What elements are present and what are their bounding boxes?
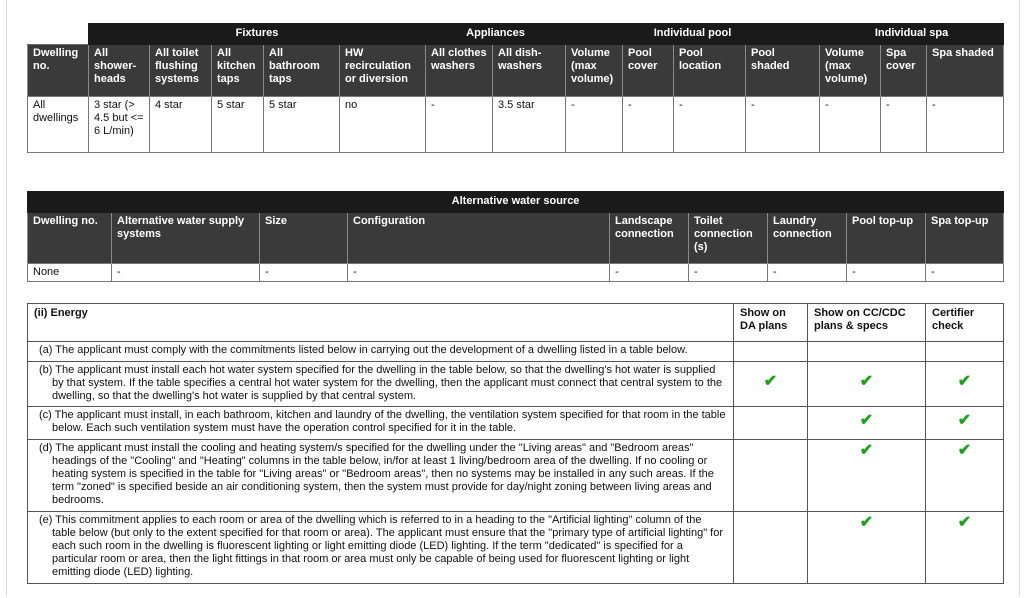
- header-show-da-plans: Show on DA plans: [734, 304, 808, 342]
- header-alt-laundry: Laundry connection: [768, 213, 847, 264]
- cell-alt-pool-topup: -: [847, 264, 926, 282]
- cell-clothes-washers: -: [426, 97, 493, 153]
- header-alt-configuration: Configuration: [348, 213, 610, 264]
- energy-row-e-text: (e) This commitment applies to each room or area of the dwelling which is referred to in a heading to the "Artificial lighting" column of the table below (but only to the extent specified for that room or area). The applicant must ensure that the "primary type of artificial lighting" for each such room in the dwelling is fluorescent lighting or light emitting diode (LED) lighting. If the term "dedicated" is specified for a particular room or area, then the light fittings in that room or area must only be capable of being used for fluorescent lighting or light emitting diode (LED) lighting.: [28, 512, 734, 584]
- cell-alt-dwelling: None: [28, 264, 112, 282]
- group-alternative-water-source: Alternative water source: [28, 192, 1004, 213]
- energy-row-b-text: (b) The applicant must install each hot water system specified for the dwelling in the table below, so that the dwelling's hot water is supplied by that system. If the table specifies a central hot water system for the dwelling, then the applicant must connect that central system to the dwelling, so that the dwelling's hot water is supplied by that central system.: [28, 362, 734, 407]
- header-alt-toilet: Toilet connection (s): [689, 213, 768, 264]
- header-alt-spa-topup: Spa top-up: [926, 213, 1004, 264]
- energy-row-a-cc: [808, 342, 926, 362]
- check-icon: ✔: [957, 442, 972, 459]
- cell-spa-cover: -: [881, 97, 927, 153]
- energy-row-a-cert: [926, 342, 1004, 362]
- header-toilet-flushing: All toilet flushing systems: [150, 45, 212, 97]
- energy-row-c-cc: [808, 407, 926, 440]
- cell-kitchen-taps: 5 star: [212, 97, 264, 153]
- header-alt-dwelling-no: Dwelling no.: [28, 213, 112, 264]
- header-spa-volume: Volume (max volume): [820, 45, 881, 97]
- cell-spa-volume: -: [820, 97, 881, 153]
- blank-group-cell: [28, 24, 89, 45]
- cell-pool-shaded: -: [746, 97, 820, 153]
- energy-commitments-table: [27, 303, 1004, 584]
- cell-alt-laundry: -: [768, 264, 847, 282]
- energy-row-e-da: [734, 512, 808, 584]
- energy-row-e-cert: [926, 512, 1004, 584]
- header-kitchen-taps: All kitchen taps: [212, 45, 264, 97]
- cell-spa-shaded: -: [927, 97, 1004, 153]
- energy-row-b-cc: [808, 362, 926, 407]
- energy-row-c-cert: [926, 407, 1004, 440]
- cell-bathroom-taps: 5 star: [264, 97, 340, 153]
- alternative-water-table: [27, 191, 1004, 282]
- header-alt-landscape: Landscape connection: [610, 213, 689, 264]
- cell-alt-landscape: -: [610, 264, 689, 282]
- cell-alt-toilet: -: [689, 264, 768, 282]
- header-clothes-washers: All clothes washers: [426, 45, 493, 97]
- water-fixtures-table: [27, 23, 1004, 153]
- check-icon: ✔: [859, 442, 874, 459]
- header-alt-size: Size: [260, 213, 348, 264]
- header-alt-supply-systems: Alternative water supply systems: [112, 213, 260, 264]
- cell-pool-cover: -: [623, 97, 674, 153]
- group-fixtures: Fixtures: [89, 24, 426, 45]
- check-icon: ✔: [859, 411, 874, 429]
- header-bathroom-taps: All bathroom taps: [264, 45, 340, 97]
- header-pool-cover: Pool cover: [623, 45, 674, 97]
- cell-alt-configuration: -: [348, 264, 610, 282]
- energy-row-e-cc: [808, 512, 926, 584]
- cell-pool-location: -: [674, 97, 746, 153]
- cell-dwelling: All dwellings: [28, 97, 89, 153]
- header-spa-shaded: Spa shaded: [927, 45, 1004, 97]
- energy-title: (ii) Energy: [28, 304, 734, 342]
- energy-row-c-da: [734, 407, 808, 440]
- cell-alt-supply: -: [112, 264, 260, 282]
- header-shower-heads: All shower-heads: [89, 45, 150, 97]
- group-individual-pool: Individual pool: [566, 24, 820, 45]
- header-certifier-check: Certifier check: [926, 304, 1004, 342]
- check-icon: ✔: [957, 372, 972, 390]
- energy-row-b-da: [734, 362, 808, 407]
- energy-row-d-text: (d) The applicant must install the cooling and heating system/s specified for the dwelling under the "Living areas" and "Bedroom areas" headings of the "Cooling" and "Heating" columns in the table below, in/for at least 1 living/bedroom area of the dwelling. If no cooling or heating system is specified in the table for "Living areas" or "Bedroom areas", then no systems may be installed in any such areas. If the term "zoned" is specified beside an air conditioning system, then the system must provide for day/night zoning between living areas and bedrooms.: [28, 440, 734, 512]
- energy-row-c-text: (c) The applicant must install, in each bathroom, kitchen and laundry of the dwelling, the ventilation system specified for that room in the table below. Each such ventilation system must have the operation control specified for it in the table.: [28, 407, 734, 440]
- cell-dish-washers: 3.5 star: [493, 97, 566, 153]
- energy-row-d-cc: [808, 440, 926, 512]
- header-hw-recirculation: HW recirculation or diversion: [340, 45, 426, 97]
- header-alt-pool-topup: Pool top-up: [847, 213, 926, 264]
- cell-shower-heads: 3 star (> 4.5 but <= 6 L/min): [89, 97, 150, 153]
- header-dish-washers: All dish-washers: [493, 45, 566, 97]
- header-pool-volume: Volume (max volume): [566, 45, 623, 97]
- energy-row-d-cert: [926, 440, 1004, 512]
- header-pool-location: Pool location: [674, 45, 746, 97]
- header-pool-shaded: Pool shaded: [746, 45, 820, 97]
- cell-hw-recirculation: no: [340, 97, 426, 153]
- energy-row-b-cert: [926, 362, 1004, 407]
- group-individual-spa: Individual spa: [820, 24, 1004, 45]
- cell-toilet-flushing: 4 star: [150, 97, 212, 153]
- group-appliances: Appliances: [426, 24, 566, 45]
- energy-row-a-text: (a) The applicant must comply with the commitments listed below in carrying out the development of a dwelling listed in a table below.: [28, 342, 734, 362]
- energy-row-a-da: [734, 342, 808, 362]
- check-icon: ✔: [859, 372, 874, 390]
- energy-row-d-da: [734, 440, 808, 512]
- check-icon: ✔: [859, 514, 874, 531]
- cell-alt-size: -: [260, 264, 348, 282]
- cell-alt-spa-topup: -: [926, 264, 1004, 282]
- header-spa-cover: Spa cover: [881, 45, 927, 97]
- check-icon: ✔: [763, 372, 778, 390]
- header-show-cc-plans: Show on CC/CDC plans & specs: [808, 304, 926, 342]
- cell-pool-volume: -: [566, 97, 623, 153]
- header-dwelling-no: Dwelling no.: [28, 45, 89, 97]
- check-icon: ✔: [957, 411, 972, 429]
- check-icon: ✔: [957, 514, 972, 531]
